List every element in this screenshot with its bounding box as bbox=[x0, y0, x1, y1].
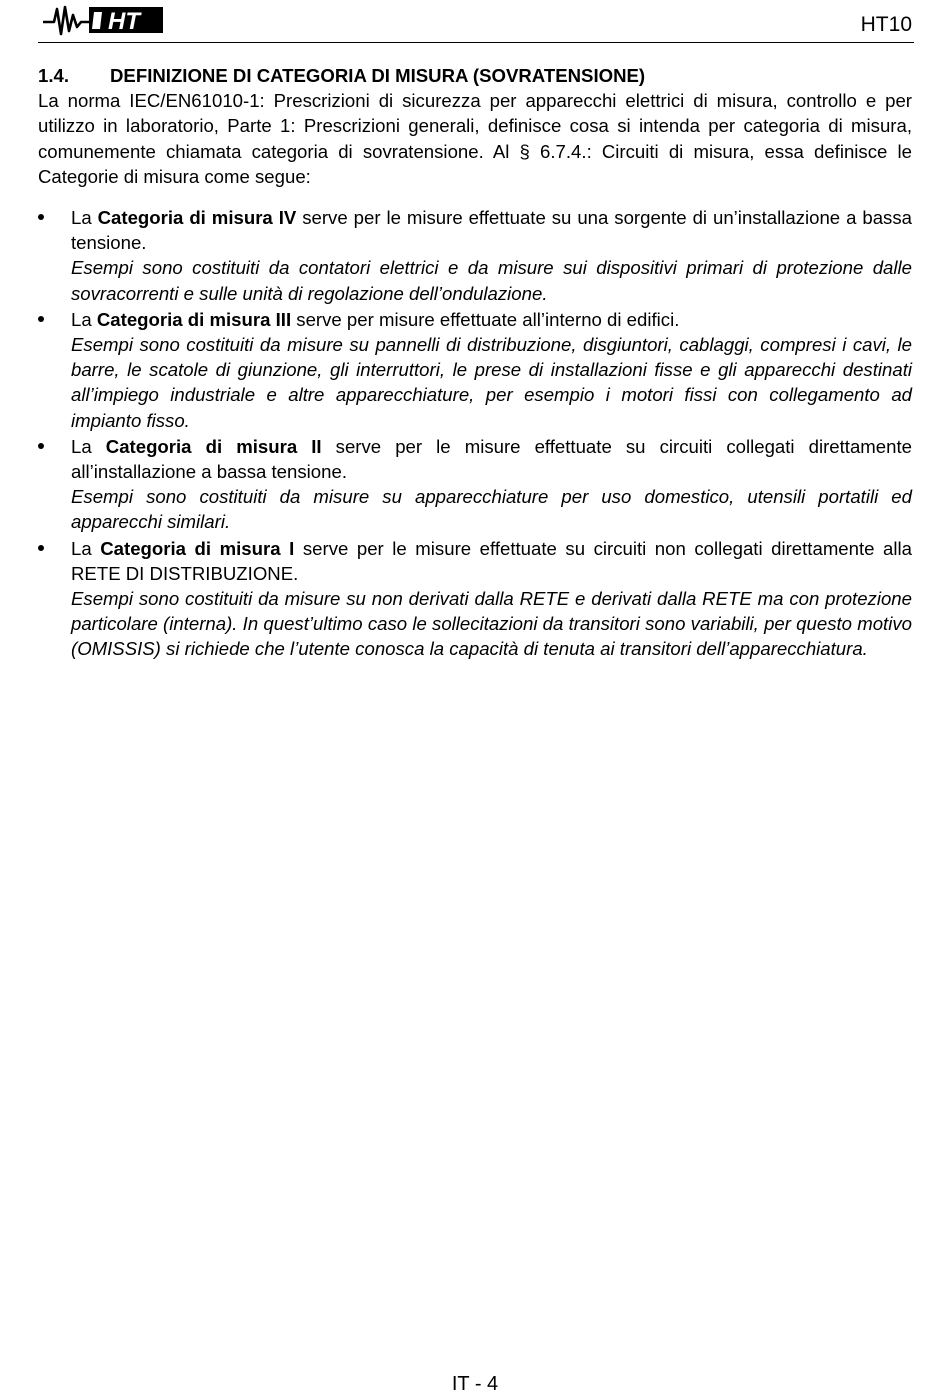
bullet-icon bbox=[38, 214, 44, 220]
category-name: Categoria di misura I bbox=[100, 537, 295, 559]
category-description: La Categoria di misura III serve per misure effettuate all’interno di edifici. bbox=[71, 308, 680, 330]
bullet-icon bbox=[38, 443, 44, 449]
category-name: Categoria di misura II bbox=[105, 435, 322, 457]
bullet-icon bbox=[38, 545, 44, 551]
category-example: Esempi sono costituiti da misure su apparecchiature per uso domestico, utensili portatili ed apparecchi similari. bbox=[71, 486, 912, 533]
section-heading bbox=[38, 63, 912, 88]
list-item bbox=[38, 205, 912, 306]
bullet-icon bbox=[38, 316, 44, 322]
section-number: 1.4. bbox=[38, 65, 70, 86]
logo-text: HT bbox=[108, 8, 140, 35]
section-title: DEFINIZIONE DI CATEGORIA DI MISURA (SOVRATENSIONE) bbox=[110, 65, 646, 86]
category-description: La Categoria di misura IV serve per le misure effettuate su una sorgente di un’installazione a bassa tensione. bbox=[71, 207, 912, 254]
category-example: Esempi sono costituiti da misure su pannelli di distribuzione, disgiuntori, cablaggi, compresi i cavi, le barre, le scatole di giunzione, gli interruttori, le prese di installazioni fisse e gli apparecchi destinati all’impiego industriale e altre apparecchiature, per esempio i motori fissi con collegamento ad impianto fisso. bbox=[71, 334, 912, 431]
ht-logo bbox=[42, 3, 166, 37]
category-list bbox=[38, 205, 912, 662]
page-header bbox=[38, 0, 914, 43]
category-example: Esempi sono costituiti da contatori elettrici e da misure sui dispositivi primari di protezione dalle sovracorrenti e sulle unità di regolazione dell’ondulazione. bbox=[71, 257, 912, 304]
model-name: HT10 bbox=[860, 13, 912, 36]
section-body bbox=[38, 63, 912, 663]
page-number: IT - 4 bbox=[451, 1373, 499, 1395]
list-item bbox=[38, 434, 912, 535]
list-item bbox=[38, 536, 912, 662]
category-name: Categoria di misura IV bbox=[97, 207, 297, 229]
category-example: Esempi sono costituiti da misure su non derivati dalla RETE e derivati dalla RETE ma con protezione particolare (interna). In quest’ultimo caso le sollecitazioni da transitori sono variabili, per questo motivo (OMISSIS) si richiede che l’utente conosca la capacità di tenuta ai transitori dell’apparecchiatura. bbox=[71, 588, 912, 660]
category-description: La Categoria di misura II serve per le misure effettuate su circuiti collegati direttamente all’installazione a bassa tensione. bbox=[71, 435, 912, 483]
category-description: La Categoria di misura I serve per le misure effettuate su circuiti non collegati direttamente alla RETE DI DISTRIBUZIONE. bbox=[71, 537, 912, 584]
category-name: Categoria di misura III bbox=[96, 308, 292, 330]
list-item bbox=[38, 307, 912, 433]
intro-paragraph: La norma IEC/EN61010-1: Prescrizioni di sicurezza per apparecchi elettrici di misura, controllo e per utilizzo in laboratorio, Parte 1: Prescrizioni generali, definisce cosa si intenda per categoria di misura, comunemente chiamata categoria di sovratensione. Al § 6.7.4.: Circuiti di misura, essa definisce le Categorie di misura come segue: bbox=[38, 90, 912, 187]
